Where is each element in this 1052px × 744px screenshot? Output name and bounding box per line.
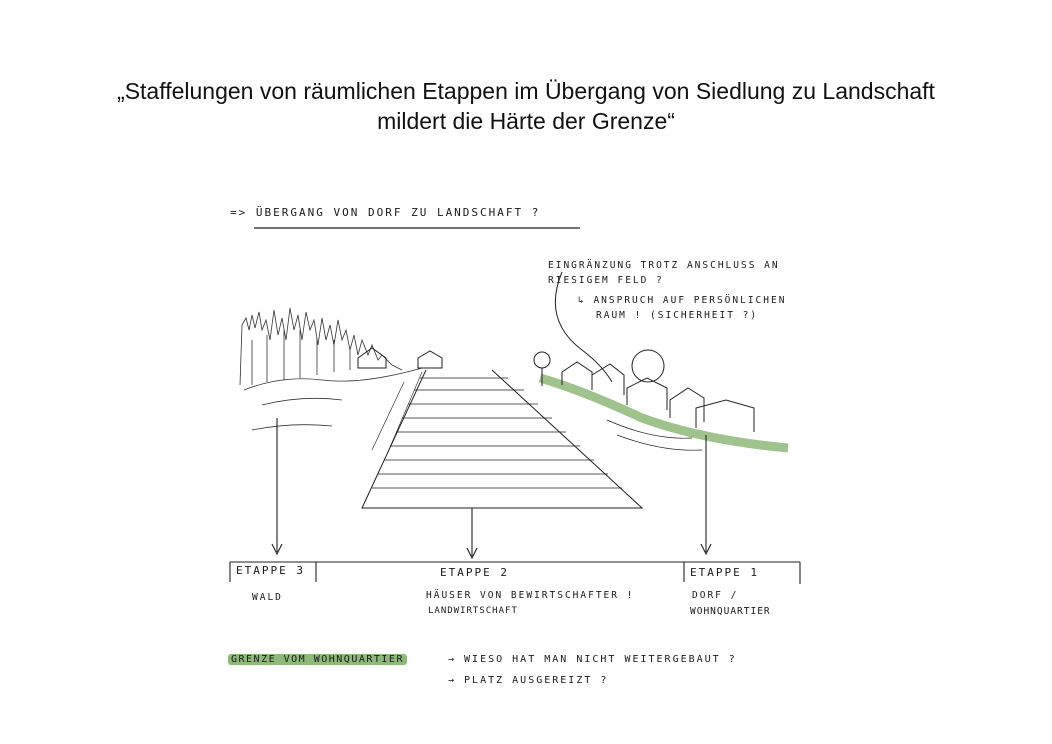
border-label <box>228 654 407 665</box>
stage-1-desc-1: DORF / <box>692 590 739 601</box>
landscape-sketch <box>222 190 818 694</box>
stage-2-desc-2: LANDWIRTSCHAFT <box>428 606 518 616</box>
farm-houses <box>358 348 442 368</box>
stage-3-label: ETAPPE 3 <box>236 564 305 577</box>
stage-3-desc: WALD <box>252 592 283 603</box>
sketch-heading: => ÜBERGANG VON DORF ZU LANDSCHAFT ? <box>230 206 541 219</box>
note-line-1: EINGRÄNZUNG TROTZ ANSCHLUSS AN <box>548 260 780 271</box>
border-label-highlight: GRENZE VOM WOHNQUARTIER <box>228 654 407 665</box>
village-drawing <box>534 350 788 450</box>
note-line-2: RIESIGEM FELD ? <box>548 275 664 286</box>
stage-2-label: ETAPPE 2 <box>440 566 509 579</box>
question-2: → PLATZ AUSGEREIZT ? <box>448 675 609 686</box>
forest-drawing <box>240 308 422 430</box>
note-sub-line-2: RAUM ! (SICHERHEIT ?) <box>596 310 759 321</box>
field-drawing <box>362 370 642 508</box>
quote-text <box>0 76 1052 136</box>
note-sub-line-1: ↳ ANSPRUCH AUF PERSÖNLICHEN <box>578 295 787 306</box>
annotation-leader <box>555 272 612 382</box>
stage-1-desc-2: WOHNQUARTIER <box>690 606 771 617</box>
quote-line-1: „Staffelungen von räumlichen Etappen im Übergang von Siedlung zu Landschaft <box>117 78 935 104</box>
stage-2-desc-1: HÄUSER VON BEWIRTSCHAFTER ! <box>426 590 635 601</box>
question-1: → WIESO HAT MAN NICHT WEITERGEBAUT ? <box>448 654 737 665</box>
quote-line-2: mildert die Härte der Grenze“ <box>377 108 675 134</box>
stage-1-label: ETAPPE 1 <box>690 566 759 579</box>
